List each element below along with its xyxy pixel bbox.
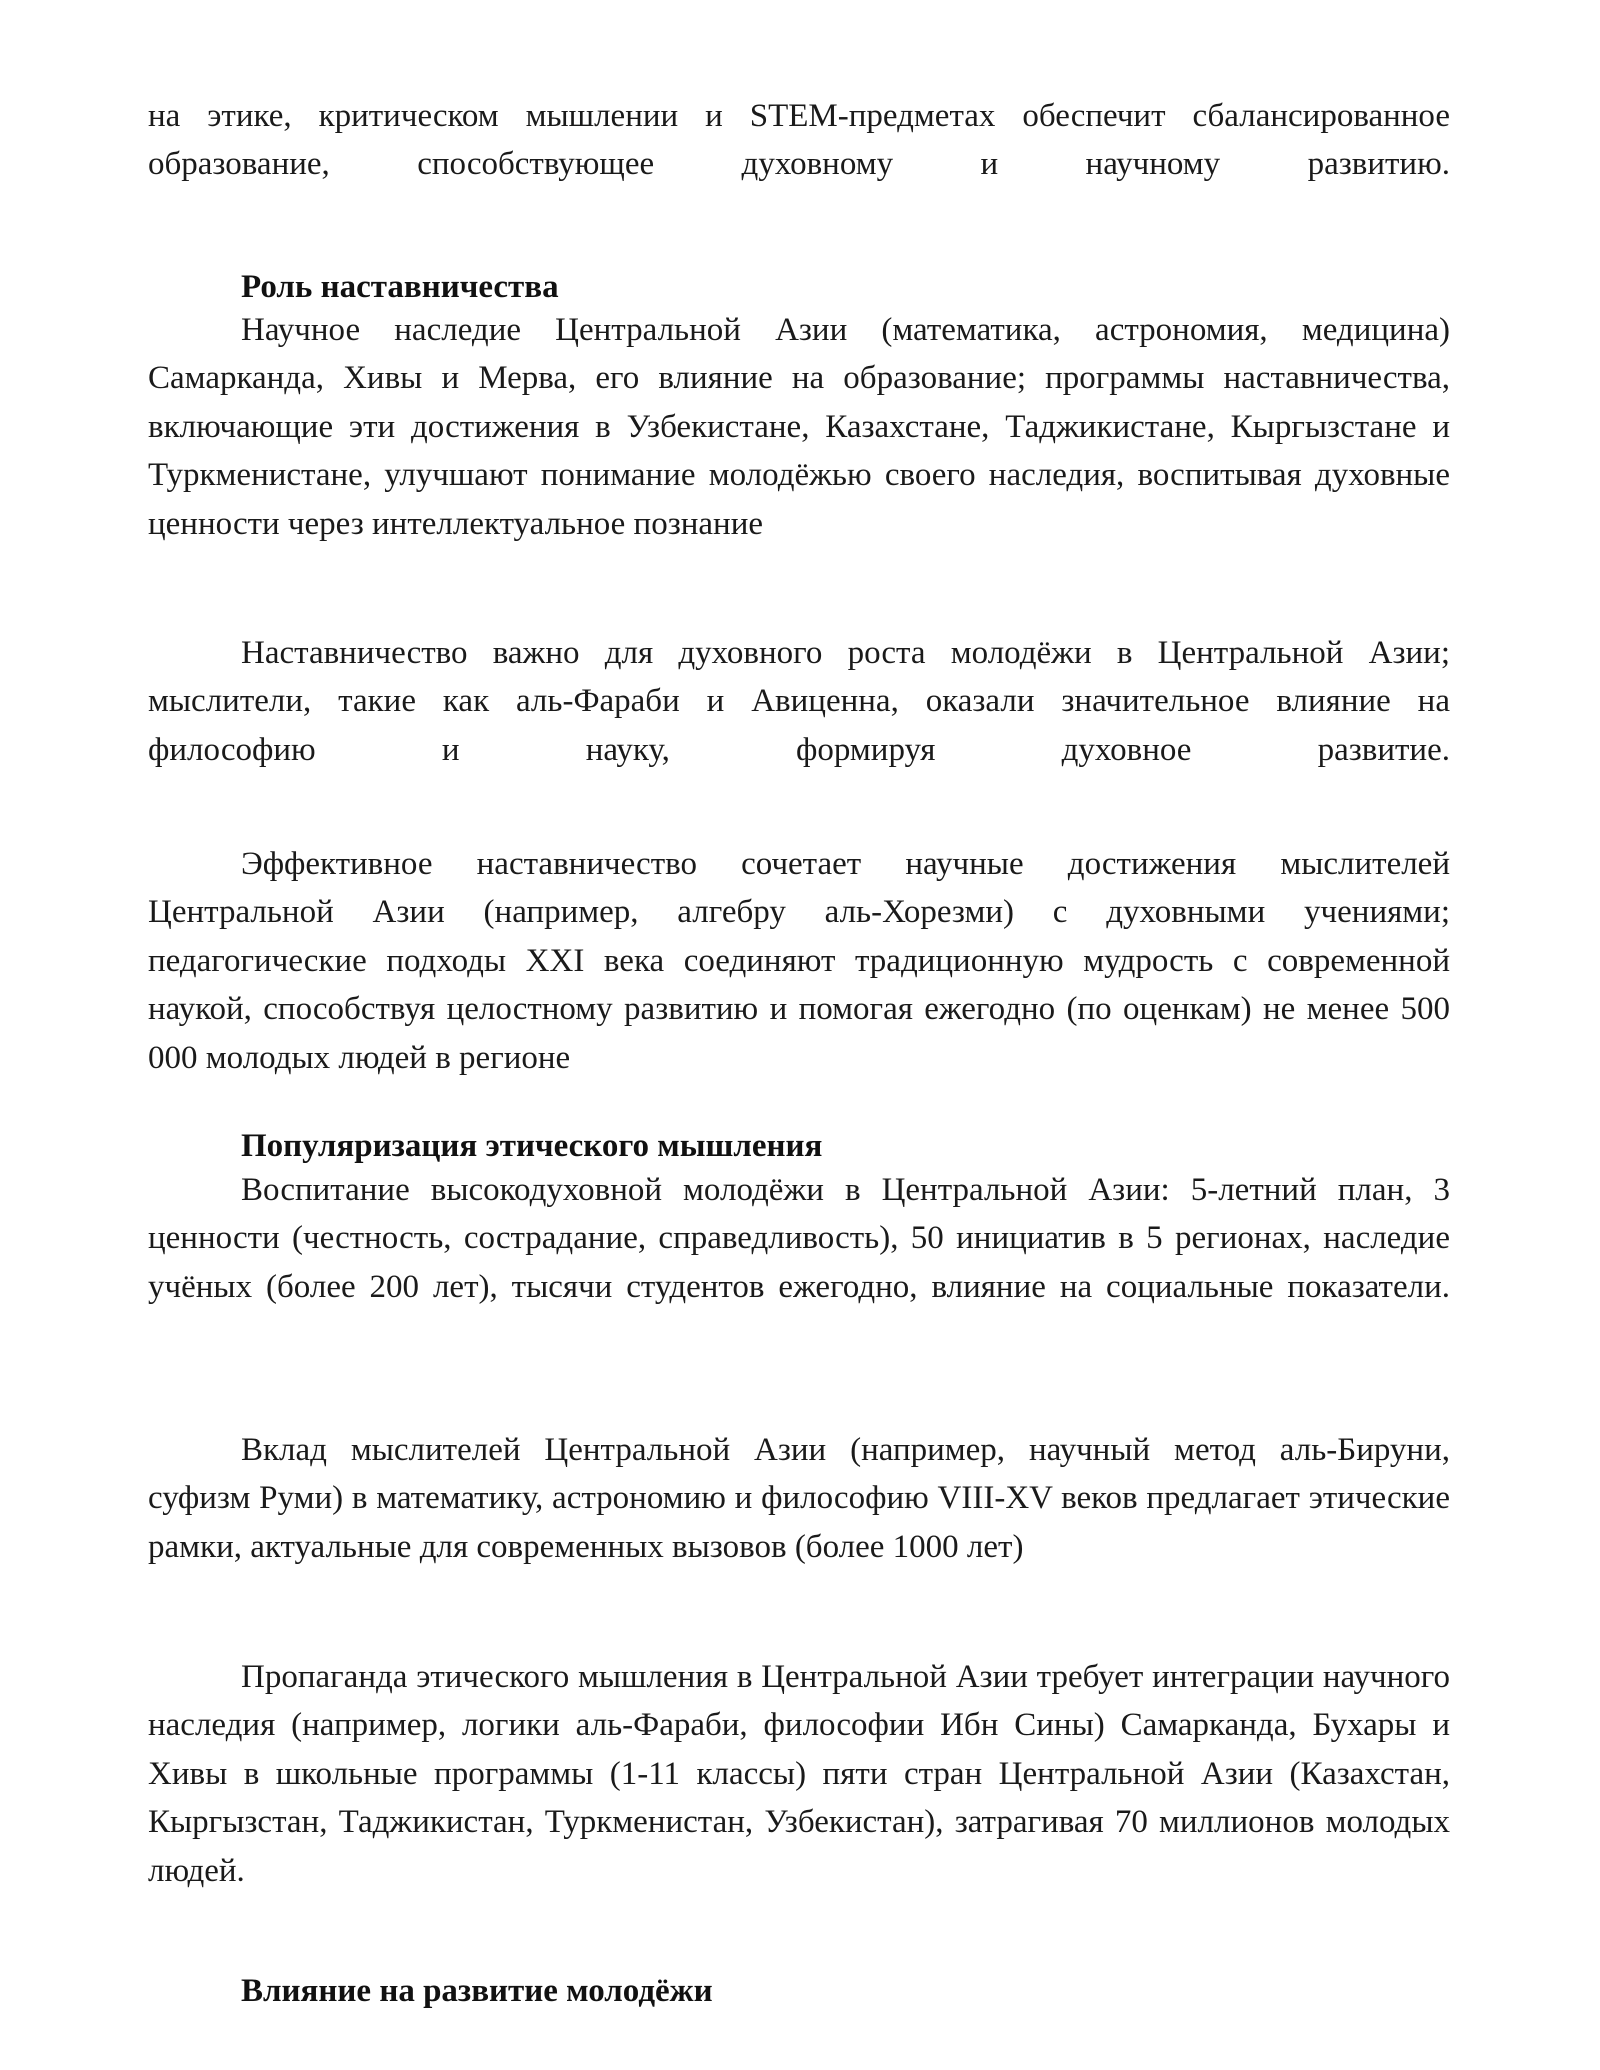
paragraph-mentorship-3: Эффективное наставничество сочетает научные достижения мыслителей Центральной Азии (например, алгебру аль-Хорезми) с духовными учениями; педагогические подходы XXI века соединяют традиционную мудрость с современной наукой, способствуя целостному развитию и помогая ежегодно (по оценкам) не менее 500 000 молодых людей в регионе (148, 846, 1450, 1076)
heading-mentorship: Роль наставничества (241, 269, 559, 305)
paragraph-mentorship-2: Наставничество важно для духовного роста молодёжи в Центральной Азии; мыслители, такие как аль-Фараби и Авиценна, оказали значительное влияние на философию и науку, формируя духовное развитие. (148, 635, 1450, 768)
paragraph-ethics-1: Воспитание высокодуховной молодёжи в Центральной Азии: 5-летний план, 3 ценности (честность, сострадание, справедливость), 50 инициатив в 5 регионах, наследие учёных (более 200 лет), тысячи студентов ежегодно, влияние на социальные показатели. (148, 1172, 1450, 1305)
paragraph-ethics-3: Пропаганда этического мышления в Центральной Азии требует интеграции научного наследия (например, логики аль-Фараби, философии Ибн Сины) Самарканда, Бухары и Хивы в школьные программы (1-11 классы) пяти стран Центральной Азии (Казахстан, Кыргызстан, Таджикистан, Туркменистан, Узбекистан), затрагивая 70 миллионов молодых людей. (148, 1659, 1450, 1889)
paragraph-mentorship-1: Научное наследие Центральной Азии (математика, астрономия, медицина) Самарканда, Хивы и Мерва, его влияние на образование; программы наставничества, включающие эти достижения в Узбекистане, Казахстане, Таджикистане, Кыргызстане и Туркменистане, улучшают понимание молодёжью своего наследия, воспитывая духовные ценности через интеллектуальное познание (148, 312, 1450, 542)
heading-impact: Влияние на развитие молодёжи (241, 1973, 713, 2009)
paragraph-intro: на этике, критическом мышлении и STEM-предметах обеспечит сбалансированное образование, способствующее духовному и научному развитию. (148, 98, 1450, 183)
heading-ethics: Популяризация этического мышления (241, 1128, 823, 1164)
paragraph-ethics-2: Вклад мыслителей Центральной Азии (например, научный метод аль-Бируни, суфизм Руми) в математику, астрономию и философию VIII-XV веков предлагает этические рамки, актуальные для современных вызовов (более 1000 лет) (148, 1432, 1450, 1565)
